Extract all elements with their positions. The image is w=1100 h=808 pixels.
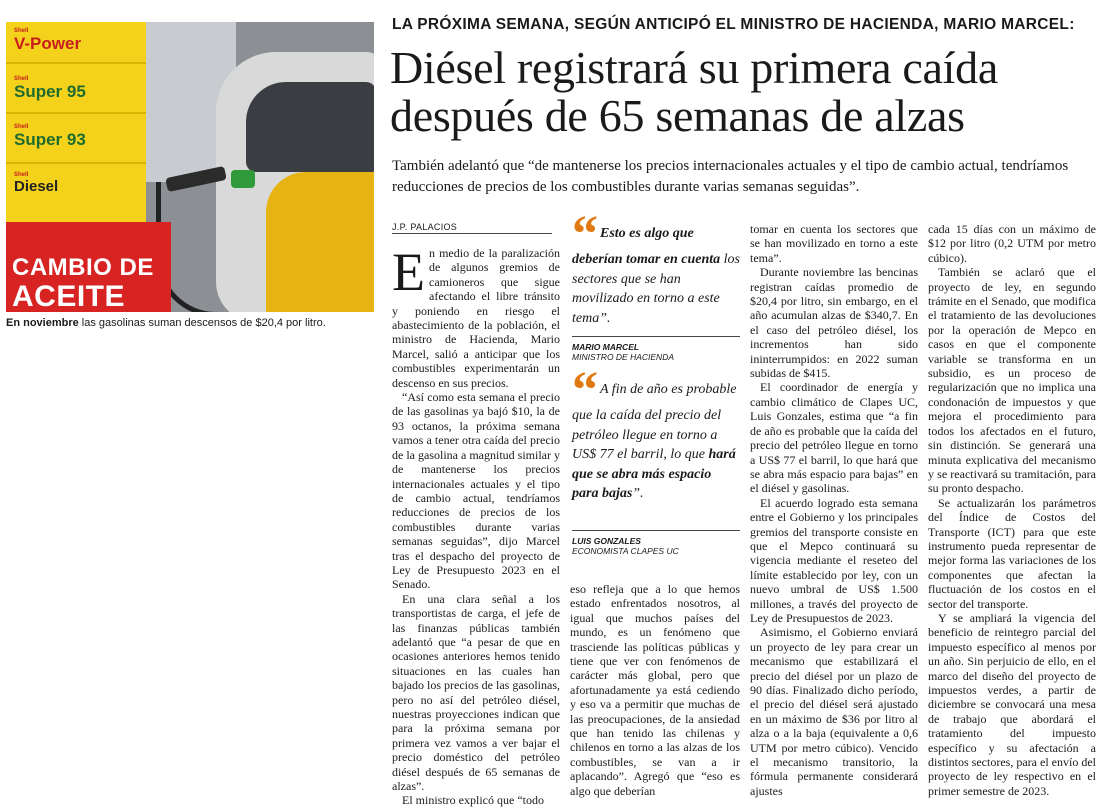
quote-mark-icon: “	[572, 206, 598, 263]
paragraph: cada 15 días con un máximo de $12 por litro (0,2 UTM por metro cúbico).	[928, 222, 1096, 265]
headline: Diésel registrará su primera caída después de 65 semanas de alzas	[390, 42, 998, 141]
photo-caption: En noviembre las gasolinas suman descensos de $20,4 por litro.	[6, 317, 326, 329]
quote-mark-icon: “	[572, 362, 598, 419]
paragraph: En una clara señal a los transportistas de carga, el jefe de las finanzas públicas también adelantó que “a pesar de que en ocasiones anteriores hemos tenido situaciones en las cuales han bajado los precios de las gasolinas, pero no así del petróleo diésel, nuestras proyecciones indican que para la próxima semana por primera vez vamos a ver bajar el precio doméstico del petróleo diésel después de 65 semanas de alzas”.	[392, 591, 560, 794]
paragraph: eso refleja que a lo que hemos estado enfrentados nosotros, al igual que muchos países del mundo, es un fenómeno que trasciende las políticas públicas y tiene que ver con fenómenos de carácter más global, pero que afortunadamente ya está cediendo y eso va a permitir que muchas de las preocupaciones, de la ansiedad que han tenido las chilenas y chilenos en torno a las alzas de los combustibles, se van a ir aplacando”. Agregó que “eso es algo que deberían	[570, 582, 740, 798]
paragraph: En medio de la paralización de algunos gremios de camioneros que sigue afectando el libre tránsito y poniendo en riesgo el abastecimiento de la población, el ministro de Hacienda, Mario Marcel, salió a anticipar que los combustibles experimentarán un descenso en sus precios.	[392, 242, 560, 390]
sign-line: ACEITE	[12, 280, 126, 312]
paragraph: Durante noviembre las bencinas registran caídas promedio de $20,4 por litro, sin embargo, en el año acumulan alzas de $340,7. En el caso del petróleo diésel, los incrementos han sido ininterrumpidos: en 2022 suman subidas de $415.	[750, 265, 918, 381]
deck: También adelantó que “de mantenerse los precios internacionales actuales y el tipo de cambio actual, tendríamos reducciones de precios de los combustibles durante varias semanas seguidas”.	[392, 158, 1069, 195]
quote-author: LUIS GONZALES	[572, 536, 641, 546]
pull-quote-2: “ A fin de año es probable que la caída del precio del petróleo llegue en torno a US$ 77 el barril, lo que hará que se abra más espacio para bajas”. LUIS GONZALES ECONOMISTA CLAPES UC	[572, 376, 740, 504]
brand-label: Shell V-Power	[14, 28, 82, 53]
brand-label: Shell Super 93	[14, 124, 86, 149]
paragraph: El acuerdo logrado esta semana entre el Gobierno y los principales gremios del transporte consiste en que el Mepco continuará su vigencia mediante el reseteo del límite establecido por ley, con un nuevo umbral de US$ 1.500 millones, a través del proyecto de Ley de Presupuestos de 2023.	[750, 495, 918, 625]
kicker: LA PRÓXIMA SEMANA, SEGÚN ANTICIPÓ EL MINISTRO DE HACIENDA, MARIO MARCEL:	[392, 16, 1075, 33]
quote-author: MARIO MARCEL	[572, 342, 640, 352]
taxi-shape	[266, 172, 374, 312]
paragraph: Se actualizarán los parámetros del Índice de Costos del Transporte (ICT) para que este instrumento pueda representar de mejor forma las variaciones de los componentes que afectan la fluctuación de los costos en el sector del transporte.	[928, 495, 1096, 611]
article-column-4	[928, 222, 1096, 798]
byline: J.P. PALACIOS	[392, 222, 458, 232]
dropcap: E	[392, 242, 425, 302]
quote-rule	[572, 336, 740, 337]
byline-rule	[392, 233, 552, 234]
sign-line: CAMBIO DE	[12, 254, 154, 281]
pull-quote-1: “ Esto es algo que deberían tomar en cuenta los sectores que se han movilizado en torno a este tema”. MARIO MARCEL MINISTRO DE HACIENDA	[572, 206, 741, 362]
paragraph: El coordinador de energía y cambio climático de Clapes UC, Luis Gonzales, estima que “a fin de año es probable que la caída del precio del petróleo llegue en torno a US$ 77 el barril, lo que hará que se abra más espacio para bajas” en el diésel y gasolinas.	[750, 380, 918, 496]
oil-change-sign	[6, 222, 171, 312]
brand-label: Shell Super 95	[14, 76, 86, 101]
paragraph: El ministro explicó que “todo	[402, 793, 544, 808]
quote-rule	[572, 530, 740, 531]
quote-author-role: MINISTRO DE HACIENDA	[572, 352, 675, 362]
article-column-3	[750, 222, 918, 798]
article-photo	[6, 22, 374, 312]
paragraph: “Así como esta semana el precio de las gasolinas ya bajó $10, la de 93 octanos, la próxima semana vamos a tener otra caída del precio de la gasolina a magnitud similar y de mantenerse los precios internacionales actuales y el tipo de cambio actual, tendríamos reducciones de precios de los combustibles durante varias semanas seguidas”, dijo Marcel tras el despacho del proyecto de Ley de Presupuesto 2023 en el Senado.	[392, 390, 560, 592]
paragraph: También se aclaró que el proyecto de ley, en segundo trámite en el Senado, que modifica el tratamiento de las devoluciones por la operación de Mepco en casos en que el componente variable se transforma en un subsidio, es un proceso de regularización que no implica una condonación de impuestos y que mejora el procedimiento para todos los afectados en el futuro, sin distinción. Se generará una minuta explicativa del mecanismo y se reactivará su tramitación, para su pronto despacho.	[928, 265, 1096, 496]
paragraph: Asimismo, el Gobierno enviará un proyecto de ley para crear un mecanismo que estabilizará el precio del diésel por un plazo de 90 días. Finalizado dicho período, el precio del diésel será ajustado en un máximo de $36 por litro al alza o a la baja (equivalente a 0,6 UTM por metro cúbico). Vencido el mecanismo transitorio, la fórmula permanente considerará ajustes	[750, 625, 918, 798]
car-window-shape	[246, 82, 374, 172]
article-column-2	[570, 582, 740, 798]
quote-author-role: ECONOMISTA CLAPES UC	[572, 546, 679, 556]
paragraph: Y se ampliará la vigencia del beneficio de reintegro parcial del impuesto específico al menos por un año. Sin perjuicio de ello, en el marco del diseño del proyecto de impuestos verdes, a partir de diciembre se convocará una mesa de trabajo que abordará el tratamiento del impuesto específico y su afectación a distintos sectores, para el envío del proyecto de ley respectivo en el primer semestre de 2023.	[928, 610, 1096, 798]
brand-label: Shell Diesel	[14, 172, 59, 195]
article-column-1	[392, 242, 560, 808]
fuel-nozzle-grip	[231, 170, 255, 188]
paragraph: tomar en cuenta los sectores que se han movilizado en torno a este tema”.	[750, 222, 918, 265]
